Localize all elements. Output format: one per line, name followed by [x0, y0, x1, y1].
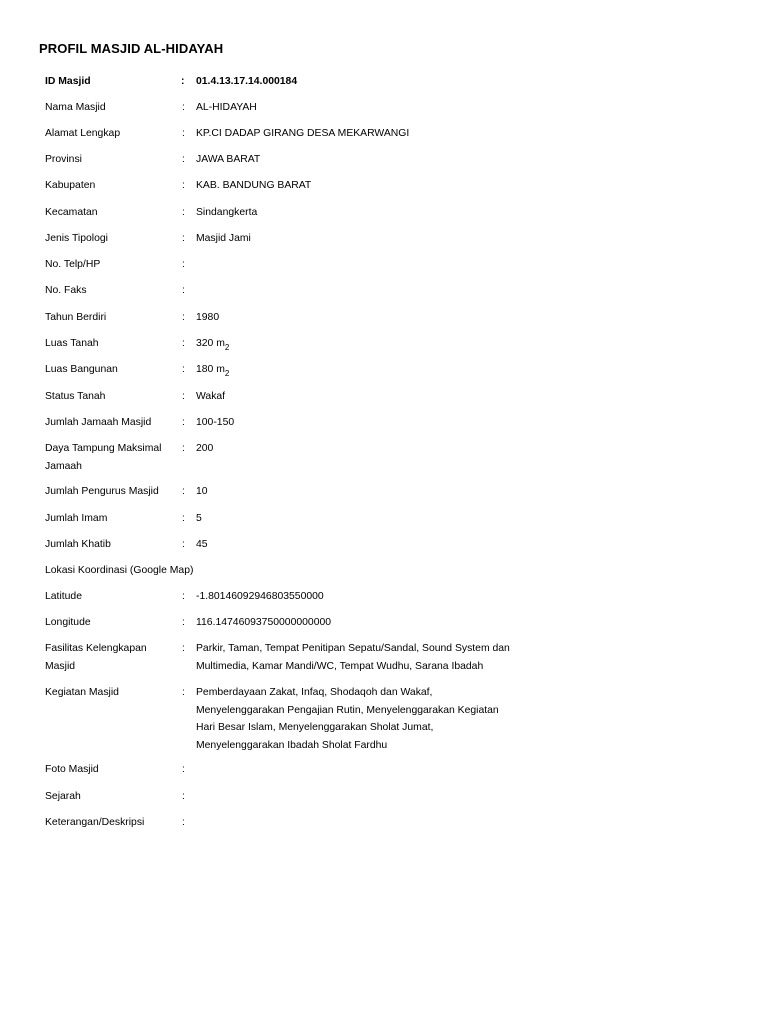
field-label: Tahun Berdiri: [45, 312, 107, 323]
field-separator: :: [182, 687, 185, 698]
field-separator: :: [182, 391, 185, 402]
field-separator: :: [182, 312, 185, 323]
field-separator: :: [182, 285, 185, 296]
field-separator: :: [182, 338, 185, 349]
field-label: Jenis Tipologi: [45, 233, 108, 244]
field-value: Wakaf: [196, 391, 226, 402]
field-value: 01.4.13.17.14.000184: [196, 76, 298, 87]
field-label: Status Tanah: [45, 391, 106, 402]
field-value: 1980: [196, 312, 220, 323]
field-label: ID Masjid: [45, 76, 91, 87]
field-value: [196, 335, 526, 353]
field-label: Foto Masjid: [45, 764, 99, 775]
area-value: 320 m: [196, 338, 225, 349]
field-label: Jumlah Khatib: [45, 539, 111, 550]
field-separator: :: [182, 591, 185, 602]
field-label: Kegiatan Masjid: [45, 687, 119, 698]
field-label: Kecamatan: [45, 207, 98, 218]
field-value: 5: [196, 513, 202, 524]
field-separator: :: [182, 513, 185, 524]
field-label: Latitude: [45, 591, 82, 602]
field-value: -1.80146092946803550000: [196, 591, 324, 602]
field-label: Provinsi: [45, 154, 82, 165]
page-title: PROFIL MASJID AL-HIDAYAH: [39, 41, 224, 56]
field-label: Keterangan/Deskripsi: [45, 817, 145, 828]
field-value: KP.CI DADAP GIRANG DESA MEKARWANGI: [196, 128, 410, 139]
field-separator: :: [182, 128, 185, 139]
field-value: 45: [196, 539, 208, 550]
field-separator: :: [182, 417, 185, 428]
field-separator: :: [182, 486, 185, 497]
field-value: Sindangkerta: [196, 207, 258, 218]
unit-subscript: 2: [224, 369, 230, 378]
field-separator: :: [182, 764, 185, 775]
field-label: No. Faks: [45, 285, 87, 296]
field-label: Luas Bangunan: [45, 364, 118, 375]
field-label: Fasilitas Kelengkapan Masjid: [45, 643, 147, 672]
field-label: Daya Tampung Maksimal Jamaah: [45, 443, 162, 472]
field-separator: :: [182, 364, 185, 375]
field-separator: :: [182, 102, 185, 113]
field-separator: :: [182, 207, 185, 218]
field-value: Pemberdayaan Zakat, Infaq, Shodaqoh dan Wakaf, Menyelenggarakan Pengajian Rutin, Menyelenggarakan Kegiatan Hari Besar Islam, Menyelenggarakan Sholat Jumat, Menyelenggarakan Ibadah Sholat Fardhu: [196, 687, 499, 751]
field-separator: :: [182, 443, 185, 454]
field-label: Alamat Lengkap: [45, 128, 121, 139]
field-separator: :: [182, 791, 185, 802]
field-separator: :: [182, 617, 185, 628]
field-label: Sejarah: [45, 791, 81, 802]
field-separator: :: [182, 817, 185, 828]
field-separator: :: [182, 259, 185, 270]
field-label: Nama Masjid: [45, 102, 106, 113]
field-separator: :: [182, 233, 185, 244]
field-separator: :: [182, 180, 185, 191]
area-value: 180 m: [196, 364, 225, 375]
section-heading: Lokasi Koordinasi (Google Map): [45, 565, 194, 576]
field-value: [196, 361, 526, 379]
field-label: Longitude: [45, 617, 91, 628]
field-separator: :: [182, 154, 185, 165]
field-separator: :: [182, 643, 185, 654]
field-label: Luas Tanah: [45, 338, 99, 349]
field-label: Jumlah Pengurus Masjid: [45, 486, 159, 497]
field-value: KAB. BANDUNG BARAT: [196, 180, 312, 191]
field-label: Jumlah Jamaah Masjid: [45, 417, 152, 428]
field-value: 116.14746093750000000000: [196, 617, 332, 628]
field-value: AL-HIDAYAH: [196, 102, 257, 113]
field-separator: :: [181, 76, 185, 87]
unit-subscript: 2: [224, 343, 230, 352]
field-value: 10: [196, 486, 208, 497]
field-value: JAWA BARAT: [196, 154, 261, 165]
field-value: Parkir, Taman, Tempat Penitipan Sepatu/Sandal, Sound System dan Multimedia, Kamar Mandi/WC, Tempat Wudhu, Sarana Ibadah: [196, 643, 510, 672]
field-value: Masjid Jami: [196, 233, 251, 244]
field-label: No. Telp/HP: [45, 259, 101, 270]
field-value: 200: [196, 443, 214, 454]
field-value: 100-150: [196, 417, 235, 428]
field-separator: :: [182, 539, 185, 550]
field-label: Jumlah Imam: [45, 513, 108, 524]
field-label: Kabupaten: [45, 180, 96, 191]
